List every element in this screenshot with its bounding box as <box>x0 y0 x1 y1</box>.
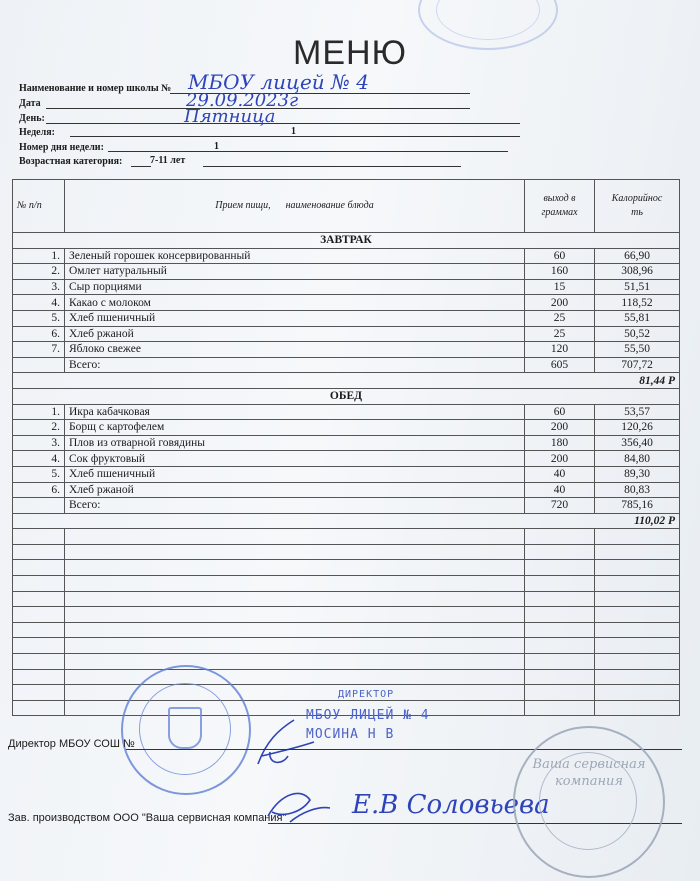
day-value: Пятница <box>184 106 276 127</box>
empty-row <box>13 669 680 685</box>
row-number: 7. <box>13 342 65 358</box>
meal-price: 110,02 Р <box>13 513 680 529</box>
dish-name: Зеленый горошек консервированный <box>65 248 525 264</box>
empty-cell <box>13 700 65 716</box>
total-calories: 785,16 <box>595 498 680 514</box>
day-underline <box>46 123 520 124</box>
dish-name: Яблоко свежее <box>65 342 525 358</box>
table-row <box>13 482 680 498</box>
empty-cell <box>65 576 525 592</box>
dish-grams: 40 <box>525 466 595 482</box>
row-number: 4. <box>13 451 65 467</box>
dish-calories: 308,96 <box>595 264 680 280</box>
dish-grams: 120 <box>525 342 595 358</box>
table-row <box>13 295 680 311</box>
supplier-signature-mark <box>262 782 332 828</box>
header-yield <box>525 180 595 233</box>
row-number: 2. <box>13 420 65 436</box>
empty-cell <box>525 529 595 545</box>
empty-cell <box>13 529 65 545</box>
director-label: Директор МБОУ СОШ № <box>8 738 135 750</box>
empty-cell <box>65 560 525 576</box>
empty-row <box>13 622 680 638</box>
lunch-section-row <box>13 388 680 404</box>
row-number: 3. <box>13 279 65 295</box>
dish-grams: 60 <box>525 248 595 264</box>
empty-cell <box>13 560 65 576</box>
header-num: № п/п <box>13 180 65 233</box>
table-row <box>13 342 680 358</box>
empty-row <box>13 638 680 654</box>
day-of-week-value: 1 <box>214 141 219 152</box>
dish-name: Хлеб ржаной <box>65 326 525 342</box>
dish-grams: 60 <box>525 404 595 420</box>
week-label: Неделя: <box>19 127 55 138</box>
empty-cell <box>595 529 680 545</box>
table-row <box>13 435 680 451</box>
supplier-signature: Е.В Соловьева <box>352 790 550 820</box>
table-header-row <box>13 180 680 233</box>
row-number: 6. <box>13 326 65 342</box>
header-calories-b: ть <box>631 207 643 218</box>
day-of-week-label: Номер дня недели: <box>19 142 104 153</box>
header-name-a: Прием пищи, <box>215 200 271 211</box>
empty-row <box>13 591 680 607</box>
empty-row <box>13 560 680 576</box>
empty-cell <box>595 576 680 592</box>
lunch-total-row <box>13 498 680 514</box>
table-row <box>13 310 680 326</box>
row-number: 5. <box>13 466 65 482</box>
dish-grams: 25 <box>525 326 595 342</box>
dish-grams: 200 <box>525 420 595 436</box>
dish-calories: 51,51 <box>595 279 680 295</box>
empty-cell <box>65 669 525 685</box>
empty-cell <box>13 591 65 607</box>
table-row <box>13 264 680 280</box>
empty-cell <box>525 576 595 592</box>
dish-calories: 89,30 <box>595 466 680 482</box>
dish-name: Какао с молоком <box>65 295 525 311</box>
empty-cell <box>525 591 595 607</box>
header-calories <box>595 180 680 233</box>
day-label: День: <box>19 113 45 124</box>
table-row <box>13 466 680 482</box>
header-name <box>65 180 525 233</box>
total-grams: 605 <box>525 357 595 373</box>
header-yield-a: выход в <box>543 193 576 204</box>
dish-name: Омлет натуральный <box>65 264 525 280</box>
total-empty-cell <box>13 498 65 514</box>
dish-calories: 118,52 <box>595 295 680 311</box>
breakfast-section-row <box>13 233 680 249</box>
empty-cell <box>13 622 65 638</box>
table-row <box>13 279 680 295</box>
dish-name: Икра кабачковая <box>65 404 525 420</box>
breakfast-total-row <box>13 357 680 373</box>
day-of-week-underline <box>108 151 508 152</box>
empty-cell <box>595 544 680 560</box>
dish-name: Хлеб пшеничный <box>65 466 525 482</box>
director-signature <box>248 712 318 772</box>
lunch-price-row <box>13 513 680 529</box>
age-value: 7-11 лет <box>150 155 186 166</box>
dish-grams: 15 <box>525 279 595 295</box>
dish-grams: 160 <box>525 264 595 280</box>
dish-grams: 200 <box>525 295 595 311</box>
table-row <box>13 248 680 264</box>
meal-price: 81,44 Р <box>13 373 680 389</box>
empty-row <box>13 654 680 670</box>
dish-calories: 80,83 <box>595 482 680 498</box>
empty-cell <box>595 638 680 654</box>
empty-cell <box>65 529 525 545</box>
empty-cell <box>525 638 595 654</box>
empty-cell <box>525 607 595 623</box>
empty-cell <box>525 700 595 716</box>
week-value: 1 <box>291 126 296 137</box>
empty-cell <box>13 607 65 623</box>
empty-cell <box>595 700 680 716</box>
empty-cell <box>65 544 525 560</box>
empty-cell <box>525 654 595 670</box>
empty-cell <box>13 669 65 685</box>
dish-grams: 200 <box>525 451 595 467</box>
breakfast-section-title: ЗАВТРАК <box>13 233 680 249</box>
empty-cell <box>595 654 680 670</box>
total-label: Всего: <box>65 357 525 373</box>
menu-table <box>12 179 680 716</box>
date-value: 29.09.2023г <box>186 90 299 111</box>
lunch-section-title: ОБЕД <box>13 388 680 404</box>
dish-grams: 180 <box>525 435 595 451</box>
empty-cell <box>65 654 525 670</box>
empty-cell <box>525 544 595 560</box>
empty-cell <box>65 638 525 654</box>
age-label: Возрастная категория: <box>19 156 123 167</box>
total-label: Всего: <box>65 498 525 514</box>
dish-grams: 40 <box>525 482 595 498</box>
empty-cell <box>525 560 595 576</box>
dish-name: Сок фруктовый <box>65 451 525 467</box>
row-number: 3. <box>13 435 65 451</box>
empty-cell <box>13 685 65 701</box>
empty-cell <box>525 669 595 685</box>
row-number: 6. <box>13 482 65 498</box>
empty-cell <box>13 654 65 670</box>
dish-calories: 120,26 <box>595 420 680 436</box>
empty-cell <box>13 576 65 592</box>
header-yield-b: граммах <box>541 207 578 218</box>
dish-calories: 50,52 <box>595 326 680 342</box>
dish-calories: 53,57 <box>595 404 680 420</box>
empty-cell <box>13 638 65 654</box>
stamp-line-1: ДИРЕКТОР <box>338 689 395 700</box>
header-name-b: наименование блюда <box>285 200 374 211</box>
row-number: 1. <box>13 248 65 264</box>
coat-of-arms-icon <box>168 707 202 749</box>
dish-name: Хлеб пшеничный <box>65 310 525 326</box>
page-title: МЕНЮ <box>293 34 407 72</box>
table-row <box>13 404 680 420</box>
dish-name: Сыр порциями <box>65 279 525 295</box>
school-value: МБОУ лицей № 4 <box>188 70 370 94</box>
table-row <box>13 326 680 342</box>
row-number: 2. <box>13 264 65 280</box>
empty-cell <box>595 685 680 701</box>
row-number: 1. <box>13 404 65 420</box>
empty-cell <box>13 544 65 560</box>
supplier-seal <box>513 726 665 878</box>
date-label: Дата <box>19 98 41 109</box>
empty-row <box>13 576 680 592</box>
dish-calories: 66,90 <box>595 248 680 264</box>
breakfast-price-row <box>13 373 680 389</box>
stamp-line-2: МБОУ ЛИЦЕЙ № 4 <box>306 708 430 723</box>
empty-cell <box>525 685 595 701</box>
empty-row <box>13 529 680 545</box>
empty-row <box>13 607 680 623</box>
empty-cell <box>65 607 525 623</box>
empty-cell <box>595 622 680 638</box>
dish-calories: 356,40 <box>595 435 680 451</box>
dish-name: Хлеб ржаной <box>65 482 525 498</box>
stamp-line-3: МОСИНА Н В <box>306 727 395 742</box>
header-calories-a: Калорийнос <box>611 193 663 204</box>
row-number: 5. <box>13 310 65 326</box>
school-seal <box>121 665 251 795</box>
dish-calories: 55,50 <box>595 342 680 358</box>
age-underline-a <box>131 166 151 167</box>
dish-calories: 84,80 <box>595 451 680 467</box>
total-empty-cell <box>13 357 65 373</box>
dish-name: Борщ с картофелем <box>65 420 525 436</box>
total-grams: 720 <box>525 498 595 514</box>
school-label: Наименование и номер школы № <box>19 83 172 94</box>
empty-cell <box>525 622 595 638</box>
empty-cell <box>65 622 525 638</box>
table-row <box>13 451 680 467</box>
empty-row <box>13 544 680 560</box>
age-underline-b <box>203 166 461 167</box>
dish-grams: 25 <box>525 310 595 326</box>
table-row <box>13 420 680 436</box>
empty-cell <box>595 591 680 607</box>
empty-cell <box>65 591 525 607</box>
row-number: 4. <box>13 295 65 311</box>
empty-cell <box>595 607 680 623</box>
total-calories: 707,72 <box>595 357 680 373</box>
dish-name: Плов из отварной говядины <box>65 435 525 451</box>
empty-cell <box>595 669 680 685</box>
supplier-seal-text: Ваша сервисная компания <box>532 757 646 789</box>
empty-cell <box>595 560 680 576</box>
dish-calories: 55,81 <box>595 310 680 326</box>
supplier-label: Зав. производством ООО "Ваша сервисная компания" <box>8 812 287 824</box>
